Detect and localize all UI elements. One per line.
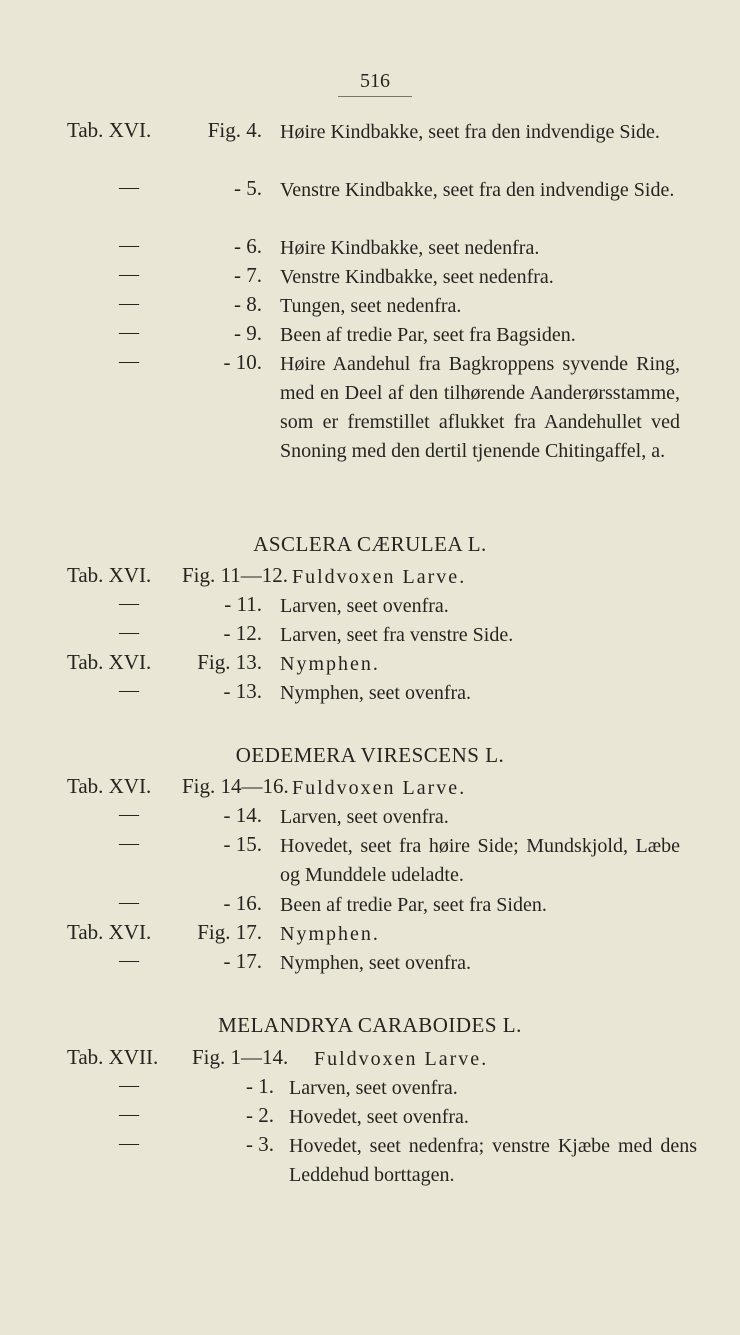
figure-number: - 8. <box>234 292 262 316</box>
figure-number: - 9. <box>234 321 262 345</box>
figure-description: Nymphen. <box>280 653 380 675</box>
figure-number: - 16. <box>223 891 262 915</box>
figure-number: - 11. <box>224 592 262 616</box>
ditto-dash: — <box>119 949 139 971</box>
figure-number: Fig. 4. <box>207 118 262 142</box>
figure-description: Høire Aandehul fra Bagkroppens syvende Ring, med en Deel af den tilhørende Aanderørsstamme, som er fremstillet aflukket fra Aandehullet ved Snoning med den dertil tjenende Chitingaffel, a. <box>280 353 680 462</box>
figure-number: Fig. 14—16. <box>182 774 289 798</box>
figure-description: Larven, seet ovenfra. <box>289 1077 458 1099</box>
figure-description: Fuldvoxen Larve. <box>292 566 467 588</box>
figure-description: Hovedet, seet nedenfra; venstre Kjæbe med dens Leddehud borttagen. <box>289 1135 697 1186</box>
figure-description: Hovedet, seet ovenfra. <box>289 1106 469 1128</box>
ditto-dash: — <box>119 1074 139 1096</box>
ditto-dash: — <box>119 292 139 314</box>
figure-description: Larven, seet ovenfra. <box>280 806 449 828</box>
plate-label: Tab. XVI. <box>67 118 152 142</box>
figure-description: Venstre Kindbakke, seet nedenfra. <box>280 266 554 288</box>
ditto-dash: — <box>119 1132 139 1154</box>
figure-number: - 7. <box>234 263 262 287</box>
ditto-dash: — <box>119 350 139 372</box>
figure-description: Larven, seet fra venstre Side. <box>280 624 514 646</box>
figure-number: - 6. <box>234 234 262 258</box>
figure-number: - 15. <box>223 832 262 856</box>
figure-number: - 2. <box>246 1103 274 1127</box>
plate-label: Tab. XVI. <box>67 920 152 944</box>
figure-number: Fig. 1—14. <box>192 1045 289 1069</box>
ditto-dash: — <box>119 679 139 701</box>
figure-number: - 13. <box>223 679 262 703</box>
figure-description: Hovedet, seet fra høire Side; Mundskjold, Læbe og Munddele udeladte. <box>280 835 680 886</box>
species-heading: ASCLERA CÆRULEA L. <box>253 532 487 556</box>
ditto-dash: — <box>119 1103 139 1125</box>
ditto-dash: — <box>119 263 139 285</box>
ditto-dash: — <box>119 592 139 614</box>
ditto-dash: — <box>119 803 139 825</box>
ditto-dash: — <box>119 832 139 854</box>
figure-number: - 14. <box>223 803 262 827</box>
figure-description: Been af tredie Par, seet fra Bagsiden. <box>280 324 576 346</box>
plate-label: Tab. XVI. <box>67 650 152 674</box>
plate-label: Tab. XVI. <box>67 774 152 798</box>
figure-description: Høire Kindbakke, seet nedenfra. <box>280 237 540 259</box>
figure-description: Fuldvoxen Larve. <box>292 777 467 799</box>
ditto-dash: — <box>119 176 139 198</box>
figure-number: - 10. <box>223 350 262 374</box>
figure-description: Nymphen, seet ovenfra. <box>280 952 472 974</box>
plate-label: Tab. XVI. <box>67 563 152 587</box>
figure-description: Høire Kindbakke, seet fra den indvendige Side. <box>280 121 660 143</box>
figure-description: Venstre Kindbakke, seet fra den indvendige Side. <box>280 179 675 201</box>
figure-number: - 17. <box>223 949 262 973</box>
figure-description: Been af tredie Par, seet fra Siden. <box>280 894 547 916</box>
figure-description: Fuldvoxen Larve. <box>314 1048 489 1070</box>
figure-description: Nymphen. <box>280 923 380 945</box>
ditto-dash: — <box>119 621 139 643</box>
figure-number: Fig. 17. <box>197 920 262 944</box>
ditto-dash: — <box>119 234 139 256</box>
page-number-rule <box>338 96 412 97</box>
figure-number: - 3. <box>246 1132 274 1156</box>
figure-number: - 12. <box>223 621 262 645</box>
species-heading: OEDEMERA VIRESCENS L. <box>235 743 505 767</box>
species-heading: MELANDRYA CARABOIDES L. <box>218 1013 522 1037</box>
figure-description: Larven, seet ovenfra. <box>280 595 449 617</box>
ditto-dash: — <box>119 891 139 913</box>
figure-number: - 5. <box>234 176 262 200</box>
page-number: 516 <box>360 70 390 92</box>
figure-description: Nymphen, seet ovenfra. <box>280 682 472 704</box>
figure-number: - 1. <box>246 1074 274 1098</box>
plate-label: Tab. XVII. <box>67 1045 159 1069</box>
figure-description: Tungen, seet nedenfra. <box>280 295 462 317</box>
figure-number: Fig. 13. <box>197 650 262 674</box>
ditto-dash: — <box>119 321 139 343</box>
figure-number: Fig. 11—12. <box>182 563 288 587</box>
